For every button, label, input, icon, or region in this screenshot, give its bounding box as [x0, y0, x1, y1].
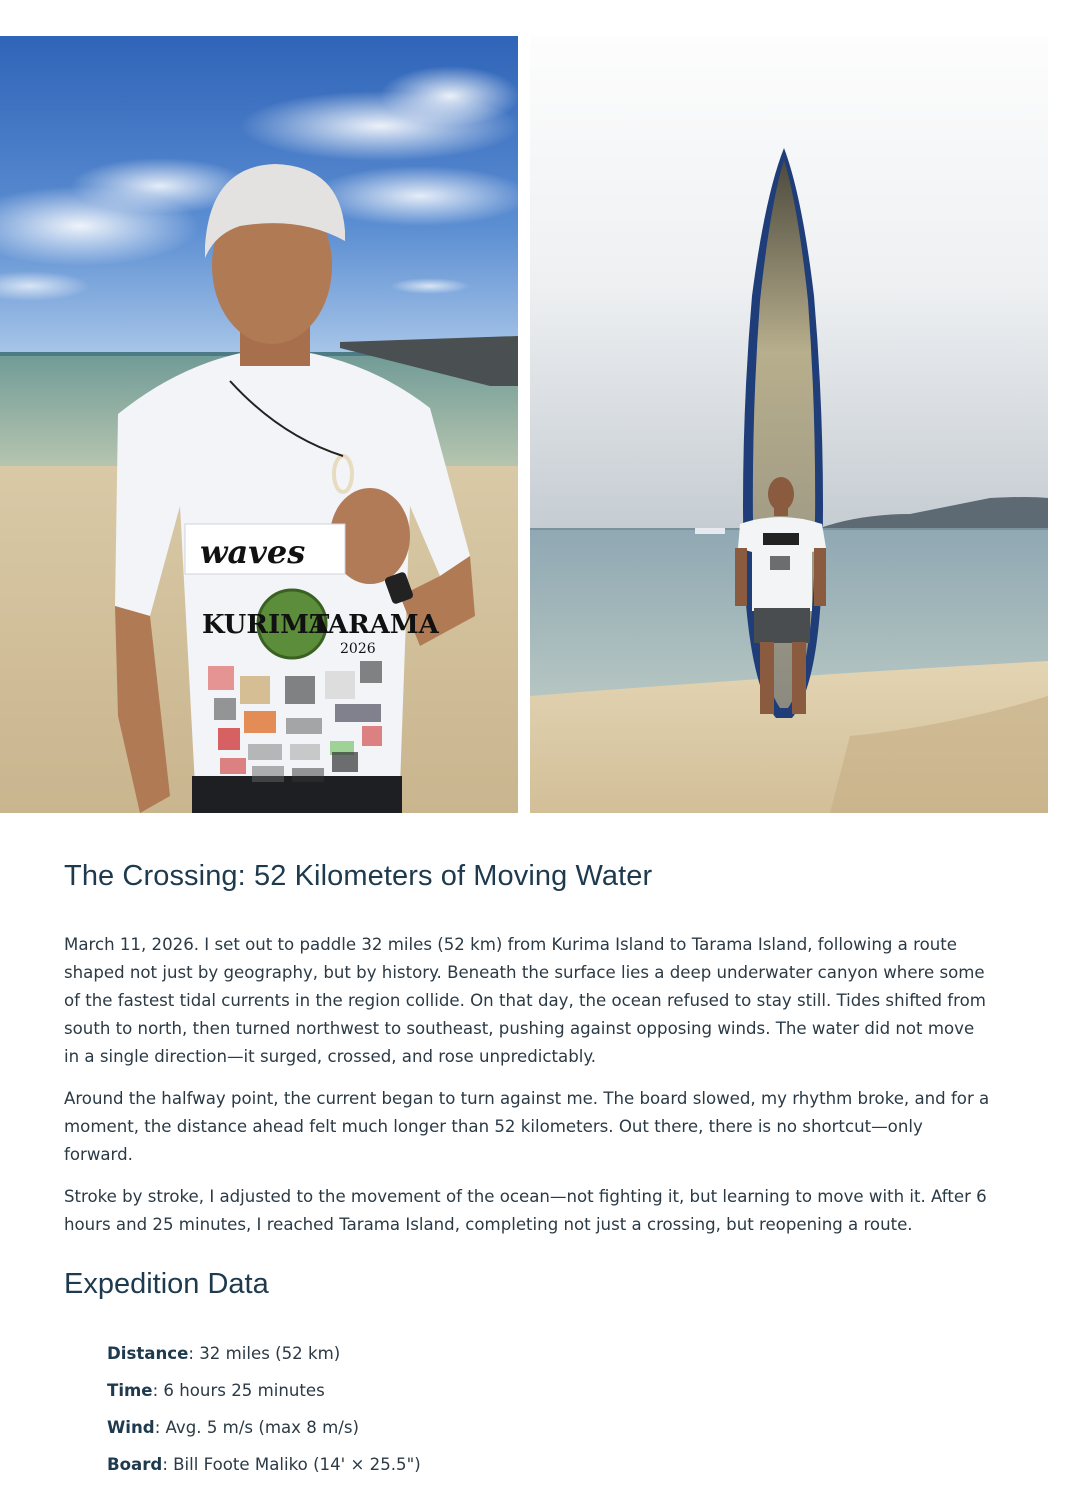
paddler-board-image — [530, 36, 1048, 813]
shirt-event-text-1: KURIMA — [202, 610, 330, 640]
expedition-data-heading: Expedition Data — [64, 1268, 269, 1300]
photo-paddler-with-board[interactable] — [530, 36, 1048, 813]
article-paragraph: Around the halfway point, the current began to turn against me. The board slowed, my rhythm broke, and for a moment, the distance ahead felt much longer than 52 kilometers. Out there, there is no shortcut—only forward. — [64, 1089, 990, 1164]
expedition-item-label: Distance — [107, 1344, 189, 1363]
photo-paddler-portrait[interactable] — [0, 36, 518, 813]
expedition-item-value: : 32 miles (52 km) — [188, 1344, 341, 1363]
expedition-item-board — [107, 1451, 421, 1488]
expedition-item-wind — [107, 1414, 421, 1451]
photo-gallery — [0, 36, 1048, 813]
expedition-data-list — [107, 1340, 421, 1488]
article-body — [64, 931, 994, 1253]
expedition-item-label: Time — [107, 1381, 153, 1400]
expedition-item-value: : 6 hours 25 minutes — [152, 1381, 325, 1400]
shirt-brand-text: waves — [200, 533, 306, 571]
expedition-item-distance — [107, 1340, 421, 1377]
expedition-item-time — [107, 1377, 421, 1414]
expedition-item-value: : Avg. 5 m/s (max 8 m/s) — [154, 1418, 359, 1437]
shirt-event-text-2: TARAMA — [310, 610, 439, 640]
article-title: The Crossing: 52 Kilometers of Moving Water — [64, 860, 653, 892]
expedition-item-label: Wind — [107, 1418, 155, 1437]
article-paragraph: Stroke by stroke, I adjusted to the movement of the ocean—not fighting it, but learning to move with it. After 6 hours and 25 minutes, I reached Tarama Island, completing not just a crossing, but reopening a route. — [64, 1187, 987, 1234]
shirt-year-text: 2026 — [340, 641, 376, 657]
paddler-portrait-image — [0, 36, 518, 813]
expedition-item-label: Board — [107, 1455, 163, 1474]
article-paragraph: March 11, 2026. I set out to paddle 32 miles (52 km) from Kurima Island to Tarama Island, following a route shaped not just by geography, but by history. Beneath the surface lies a deep underwater canyon where some of the fastest tidal currents in the region collide. On that day, the ocean refused to stay still. Tides shifted from south to north, then turned northwest to southeast, pushing against opposing winds. The water did not move in a single direction—it surged, crossed, and rose unpredictably. — [64, 935, 986, 1066]
expedition-item-value: : Bill Foote Maliko (14' × 25.5") — [162, 1455, 421, 1474]
